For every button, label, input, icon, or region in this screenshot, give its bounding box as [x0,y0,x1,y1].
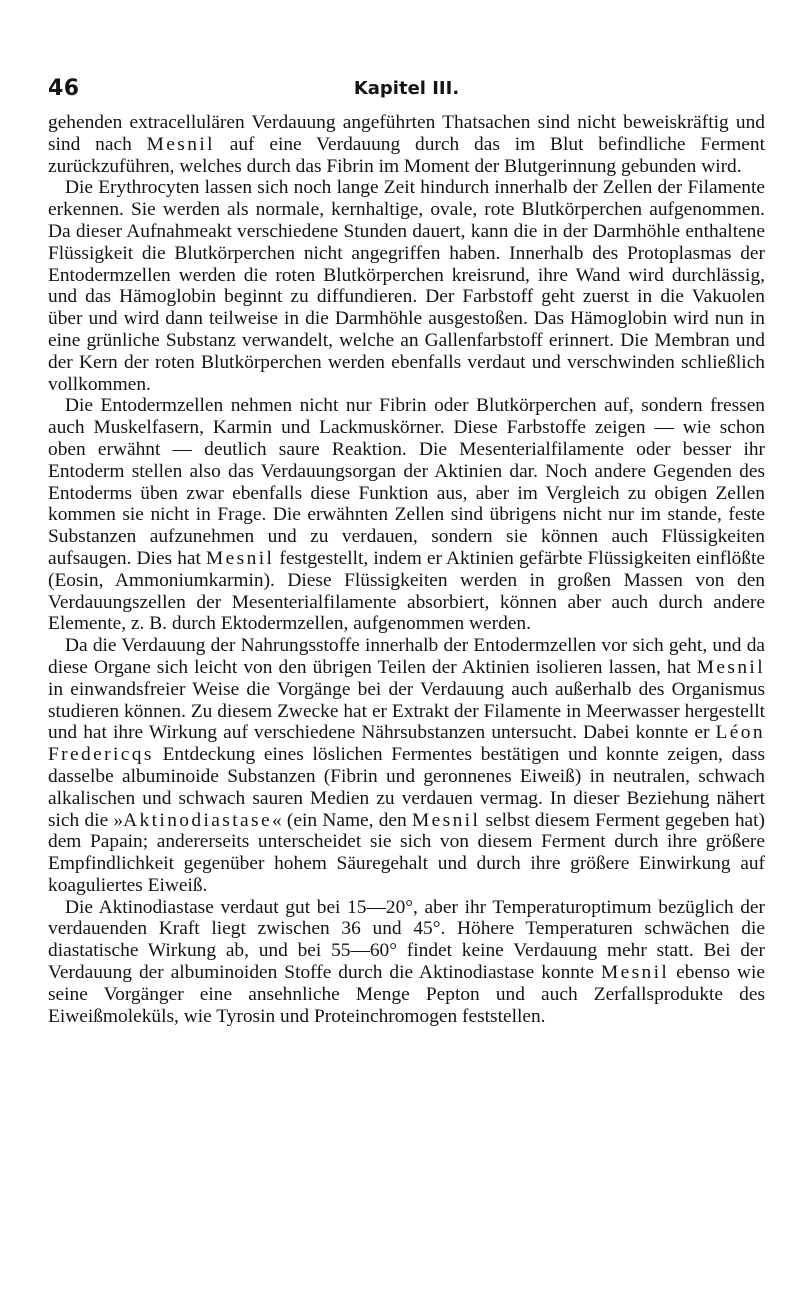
page-number: 46 [48,76,80,101]
body-text [48,112,765,1027]
paragraph [48,112,765,177]
text-run: « (ein Name, den [271,809,412,831]
page-header [48,76,765,102]
author-name: Mesnil [600,962,670,984]
text-run: Da die Verdauung der Nahrungsstoffe innerhalb der Entodermzellen vor sich geht, und da diese Organe sich leicht von den übrigen Teilen der Aktinien isolieren lassen, hat [48,635,765,678]
text-run: festgestellt, indem er Aktinien gefärbte Flüssigkeiten einflößte (Eosin, Ammoniumkarmin). Diese Flüssigkeiten werden in großen Massen von den Verdauungszellen der Mesenterialfilamente absorbiert, können aber auch durch andere Elemente, z. B. durch Ektodermzellen, aufgenommen werden. [48,547,765,635]
text-run: Die Erythrocyten lassen sich noch lange Zeit hindurch innerhalb der Zellen der Filamente erkennen. Sie werden als normale, kernhaltige, ovale, rote Blutkörperchen aufgenommen. Da dieser Aufnahmeakt verschiedene Stunden dauert, kann die in der Darmhöhle enthaltene Flüssigkeit die Blutkörperchen nicht angegriffen haben. Innerhalb des Protoplasmas der Entodermzellen werden die roten Blutkörperchen kreisrund, ihre Wand wird durchlässig, und das Hämoglobin beginnt zu diffundieren. Der Farbstoff geht zuerst in die Vakuolen über und wird dann teilweise in die Darmhöhle ausgestoßen. Das Hämoglobin wird nun in eine grünliche Substanz verwandelt, welche an Gallenfarbstoff erinnert. Die Membran und der Kern der roten Blutkörperchen werden ebenfalls verdaut und verschwinden schließlich vollkommen. [48,177,765,395]
paragraph [48,395,765,635]
text-run: Entdeckung eines löslichen Fermentes bestätigen und konnte zeigen, dass dasselbe albuminoide Substanzen (Fibrin und geronnenes Eiweiß) in neutralen, schwach alkalischen und schwach sauren Medien zu verdauen vermag. In dieser Beziehung nähert sich die » [48,744,765,831]
text-run: auf eine Verdauung durch das im Blut befindliche Ferment zurückzuführen, welches durch das Fibrin im Moment der Blutgerinnung gebunden wird. [48,133,766,177]
paragraph [48,635,765,897]
author-name: Mesnil [411,809,481,831]
text-run: selbst diesem Ferment gegeben hat) dem Papain; andererseits unterscheidet sie sich von diesem Ferment durch ihre größere Empfindlichkeit gegenüber hohem Säuregehalt und durch ihre größere Einwirkung auf koaguliertes Eiweiß. [48,809,765,896]
chapter-title: Kapitel III. [353,78,460,99]
text-run: ebenso wie seine Vorgänger eine ansehnliche Menge Pepton und auch Zerfallsprodukte des Eiweißmoleküls, wie Tyrosin und Proteinchromogen feststellen. [48,962,765,1027]
author-name: Léon Fredericqs [48,722,765,766]
author-name: Mesnil [696,656,765,678]
paragraph [48,897,765,1028]
author-name: Mesnil [146,133,215,155]
author-name: Mesnil [206,547,275,569]
paragraph [48,177,765,395]
text-run: Die Aktinodiastase verdaut gut bei 15—20°, aber ihr Temperaturoptimum bezüglich der verdauenden Kraft liegt zwischen 36 und 45°. Höhere Temperaturen schwächen die diastatische Wirkung ab, und bei 55—60° findet keine Verdauung mehr statt. Bei der Verdauung der albuminoiden Stoffe durch die Aktinodiastase konnte [48,896,765,984]
author-name: Aktinodiastase [123,809,272,831]
text-run: in einwandsfreier Weise die Vorgänge bei der Verdauung auch außerhalb des Organismus studieren können. Zu diesem Zwecke hat er Extrakt der Filamente in Meerwasser hergestellt und hat ihre Wirkung auf verschiedene Nährsubstanzen untersucht. Dabei konnte er [48,678,765,744]
text-run: gehenden extracellulären Verdauung angeführten Thatsachen sind nicht beweiskräftig und sind nach [48,112,765,155]
text-run: Die Entodermzellen nehmen nicht nur Fibrin oder Blutkörperchen auf, sondern fressen auch Muskelfasern, Karmin und Lackmuskörner. Diese Farbstoffe zeigen — wie schon oben erwähnt — deutlich saure Reaktion. Die Mesenterialfilamente oder besser ihr Entoderm stellen also das Verdauungsorgan der Aktinien dar. Noch andere Gegenden des Entoderms üben zwar ebenfalls diese Funktion aus, aber im Vergleich zu obigen Zellen kommen sie nicht in Frage. Die erwähnten Zellen sind übrigens nicht nur im stande, feste Substanzen aufzunehmen und zu verdauen, sondern sie können auch Flüssigkeiten aufsaugen. Dies hat [48,395,765,569]
